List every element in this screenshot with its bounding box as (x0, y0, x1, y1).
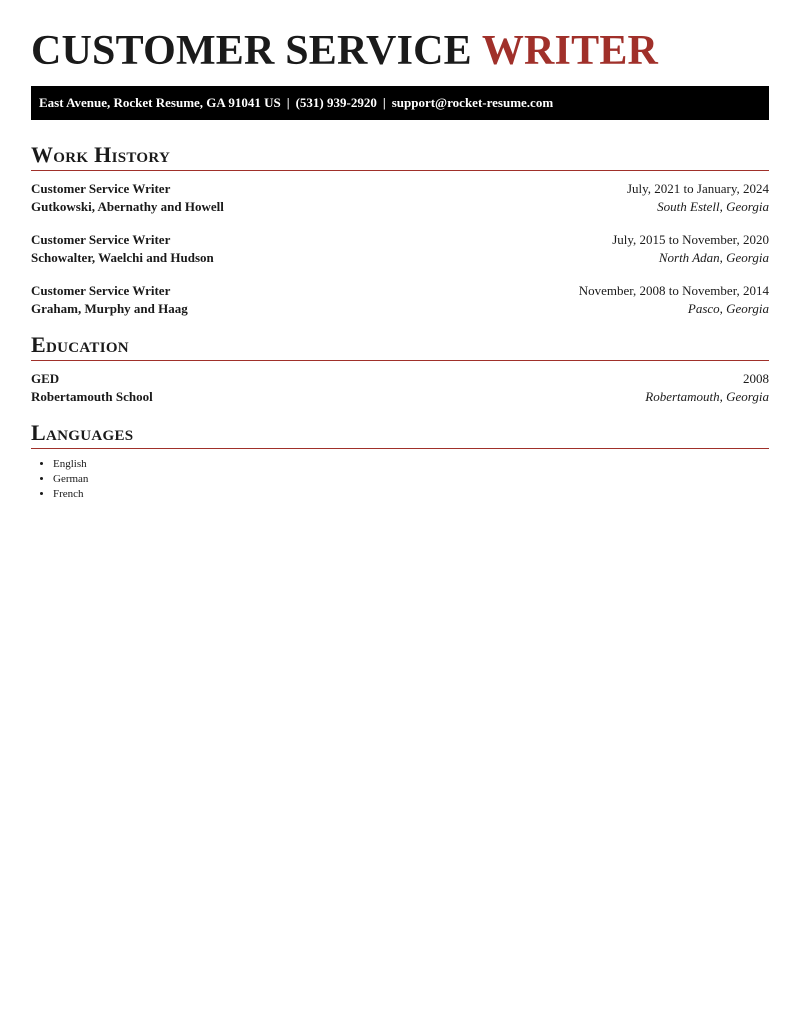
job-title: Customer Service Writer (31, 181, 171, 196)
language-item: • English (53, 457, 769, 472)
education-year: 2008 (743, 371, 769, 386)
job-location: North Adan, Georgia (658, 250, 769, 265)
contact-separator: | (286, 95, 290, 110)
job-entry (31, 180, 769, 216)
job-title: Customer Service Writer (31, 232, 171, 247)
languages-heading: Languages (31, 420, 769, 449)
education-entry (31, 370, 769, 406)
contact-email[interactable]: support@rocket-resume.com (391, 95, 554, 110)
contact-separator: | (382, 95, 386, 110)
page-title (31, 0, 769, 74)
job-company: Graham, Murphy and Haag (31, 301, 188, 316)
job-dates: July, 2015 to November, 2020 (612, 232, 769, 247)
job-location: Pasco, Georgia (687, 301, 769, 316)
job-entry (31, 231, 769, 267)
job-location: South Estell, Georgia (657, 199, 769, 214)
contact-phone[interactable]: (531) 939-2920 (295, 95, 377, 110)
contact-address: East Avenue, Rocket Resume, GA 91041 US (39, 95, 281, 110)
job-dates: July, 2021 to January, 2024 (626, 181, 769, 196)
education-heading: Education (31, 332, 769, 361)
language-item: • German (53, 472, 769, 487)
job-dates: November, 2008 to November, 2014 (578, 283, 769, 298)
job-entry (31, 282, 769, 318)
education-degree: GED (31, 371, 60, 386)
education-school: Robertamouth School (31, 389, 153, 404)
contact-bar (31, 86, 769, 120)
title-accent: WRITER (481, 28, 659, 74)
job-title: Customer Service Writer (31, 283, 171, 298)
languages-list (31, 457, 769, 502)
education-location: Robertamouth, Georgia (645, 389, 769, 404)
title-main: CUSTOMER SERVICE (31, 28, 482, 74)
job-company: Schowalter, Waelchi and Hudson (31, 250, 214, 265)
language-item: • French (53, 487, 769, 502)
job-company: Gutkowski, Abernathy and Howell (31, 199, 224, 214)
work-history-heading: Work History (31, 142, 769, 171)
